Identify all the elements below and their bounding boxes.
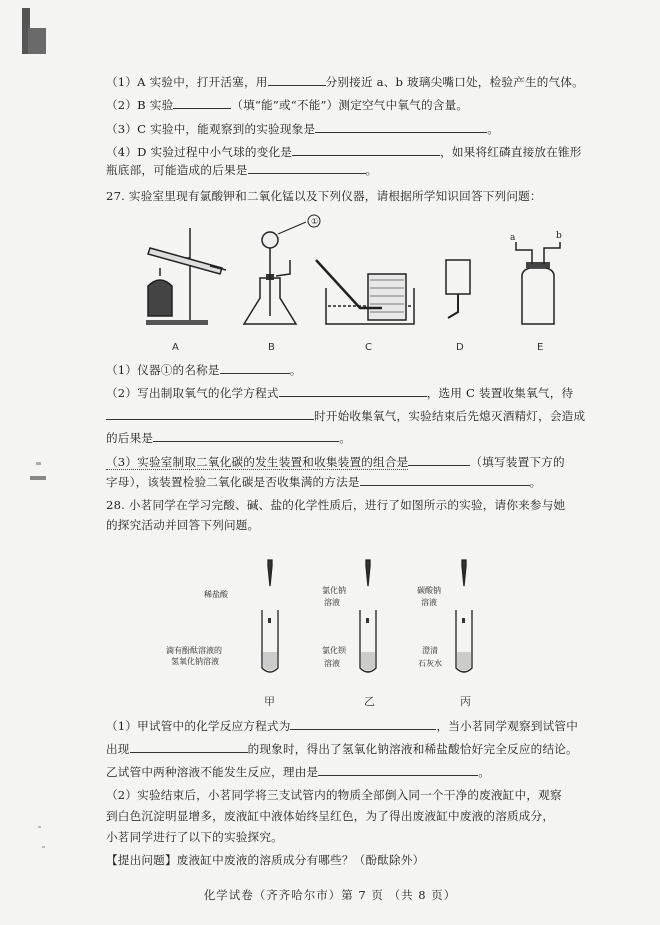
text: （2）写出制取氧气的化学方程式 xyxy=(106,386,279,400)
tube-yi-bottom-label: 氯化钡 xyxy=(322,646,346,655)
scan-speck xyxy=(38,826,41,828)
text: 。 xyxy=(289,363,302,377)
test-tubes-figure xyxy=(250,556,490,680)
page-footer: 化学试卷（齐齐哈尔市）第 7 页 （共 8 页） xyxy=(203,888,457,902)
text: 时开始收集氧气，实验结束后先熄灭酒精灯，会造成 xyxy=(314,409,586,423)
tube-yi-bottom-label: 溶液 xyxy=(324,659,340,668)
apparatus-figure xyxy=(130,212,570,338)
answer-blank[interactable] xyxy=(153,430,339,442)
text: （4）D 实验过程中小气球的变化是 xyxy=(106,145,293,159)
apparatus-a-icon xyxy=(146,228,226,325)
text: ，当小茗同学观察到试管中 xyxy=(436,719,579,733)
port-a-label: a xyxy=(510,233,516,243)
text: 瓶底部，可能造成的后果是 xyxy=(106,163,248,177)
margin-mark xyxy=(30,476,46,480)
answer-blank[interactable] xyxy=(173,97,231,109)
answer-blank[interactable] xyxy=(268,74,326,86)
tube-bing-name: 丙 xyxy=(460,695,471,708)
text: 。 xyxy=(487,122,500,136)
q27-line-5 xyxy=(106,454,565,470)
callout-number: ① xyxy=(311,217,319,226)
text: （1）A 实验中，打开活塞，用 xyxy=(106,75,268,89)
answer-blank[interactable] xyxy=(220,362,290,374)
text: ，选用 C 装置收集氧气，待 xyxy=(426,386,574,400)
q28-intro-line-1: 28. 小茗同学在学习完酸、碱、盐的化学性质后，进行了如图所示的实验，请你来参与她 xyxy=(106,498,566,512)
text: 。 xyxy=(478,765,491,779)
tube-yi-name: 乙 xyxy=(364,695,375,708)
text: （2）B 实验 xyxy=(106,98,174,112)
margin-mark xyxy=(36,462,41,465)
answer-blank[interactable] xyxy=(408,454,470,466)
q27-line-2 xyxy=(106,385,573,401)
answer-blank[interactable] xyxy=(130,741,248,753)
tube-jia-name: 甲 xyxy=(264,695,275,708)
tube-bing-icon xyxy=(456,560,472,672)
q27-line-1 xyxy=(106,362,302,378)
q28-line-3 xyxy=(106,764,490,780)
tube-bing-bottom-label: 澄清 xyxy=(422,646,438,655)
q27-line-4 xyxy=(106,430,351,446)
text: （3）实验室制取二氧化碳的发生装置和收集装置的组合是 xyxy=(106,455,409,469)
text: （填写装置下方的 xyxy=(470,455,565,469)
answer-blank[interactable] xyxy=(248,162,366,174)
apparatus-c-label: C xyxy=(365,342,372,353)
tube-bing-bottom-label: 石灰水 xyxy=(418,659,442,668)
text: 分别接近 a、b 玻璃尖嘴口处，检验产生的气体。 xyxy=(325,75,584,89)
text: 的后果是 xyxy=(106,431,154,445)
answer-blank[interactable] xyxy=(360,474,530,486)
text: 字母），该装置检验二氧化碳是否收集满的方法是 xyxy=(106,475,360,489)
apparatus-d-label: D xyxy=(456,342,464,353)
tube-jia-bottom-label: 滴有酚酞溶液的 xyxy=(166,646,222,655)
apparatus-a-label: A xyxy=(172,342,179,353)
answer-blank[interactable] xyxy=(292,144,440,156)
text: 出现 xyxy=(106,742,130,756)
q28-question-prompt: 【提出问题】废液缸中废液的溶质成分有哪些？（酚酞除外） xyxy=(106,853,425,867)
tube-bing-top-label: 溶液 xyxy=(421,598,437,607)
text: 乙试管中两种溶液不能发生反应，理由是 xyxy=(106,765,319,779)
q26-line-3 xyxy=(106,121,499,137)
q28-line-5: 到白色沉淀明显增多，废液缸中液体始终呈红色，为了得出废液缸中废液的溶质成分， xyxy=(106,809,555,823)
answer-blank[interactable] xyxy=(106,408,314,420)
text: （3）C 实验中，能观察到的实验现象是 xyxy=(106,122,316,136)
text: （1）仪器①的名称是 xyxy=(106,363,220,377)
tube-yi-top-label: 溶液 xyxy=(324,598,340,607)
answer-blank[interactable] xyxy=(315,121,487,133)
apparatus-b-label: B xyxy=(268,342,275,353)
tube-yi-icon xyxy=(360,560,376,672)
q26-line-5 xyxy=(106,162,377,178)
text: ，如果将红磷直接放在锥形 xyxy=(440,145,582,159)
q27-line-6 xyxy=(106,474,541,490)
text: 。 xyxy=(365,163,378,177)
q28-line-2 xyxy=(106,741,578,757)
text: 。 xyxy=(339,431,351,445)
scan-speck xyxy=(42,846,45,848)
q27-intro: 27. 实验室里现有氯酸钾和二氧化锰以及下列仪器，请根据所学知识回答下列问题： xyxy=(106,189,542,203)
q28-line-1 xyxy=(106,718,578,734)
q28-line-6: 小茗同学进行了以下的实验探究。 xyxy=(106,830,283,844)
apparatus-e-icon xyxy=(510,231,562,324)
apparatus-e-label: E xyxy=(537,342,544,353)
text: （1）甲试管中的化学反应方程式为 xyxy=(106,719,291,733)
text: 。 xyxy=(529,475,542,489)
tube-yi-top-label: 氯化钠 xyxy=(322,586,346,595)
apparatus-c-icon xyxy=(316,260,414,324)
answer-blank[interactable] xyxy=(290,718,436,730)
tube-jia-top-label: 稀盐酸 xyxy=(204,590,228,599)
text: 的现象时，得出了氢氧化钠溶液和稀盐酸恰好完全反应的结论。 xyxy=(247,742,578,756)
q26-line-4 xyxy=(106,144,582,160)
q27-line-3 xyxy=(106,408,585,424)
q28-line-4: （2）实验结束后，小茗同学将三支试管内的物质全部倒入同一个干净的废液缸中，观察 xyxy=(106,788,562,802)
scan-corner-mark xyxy=(22,8,48,56)
q28-intro-line-2: 的探究活动并回答下列问题。 xyxy=(106,518,260,532)
tube-jia-bottom-label: 氢氧化钠溶液 xyxy=(171,657,219,666)
tube-jia-icon xyxy=(262,560,278,672)
answer-blank[interactable] xyxy=(318,764,478,776)
apparatus-b-icon xyxy=(244,215,320,324)
q26-line-2 xyxy=(106,97,468,113)
tube-bing-top-label: 碳酸钠 xyxy=(417,586,441,595)
answer-blank[interactable] xyxy=(279,385,427,397)
port-b-label: b xyxy=(556,231,562,241)
text: （填“能”或“不能”）测定空气中氧气的含量。 xyxy=(231,98,469,112)
apparatus-d-icon xyxy=(446,260,470,318)
q26-line-1 xyxy=(106,74,584,90)
